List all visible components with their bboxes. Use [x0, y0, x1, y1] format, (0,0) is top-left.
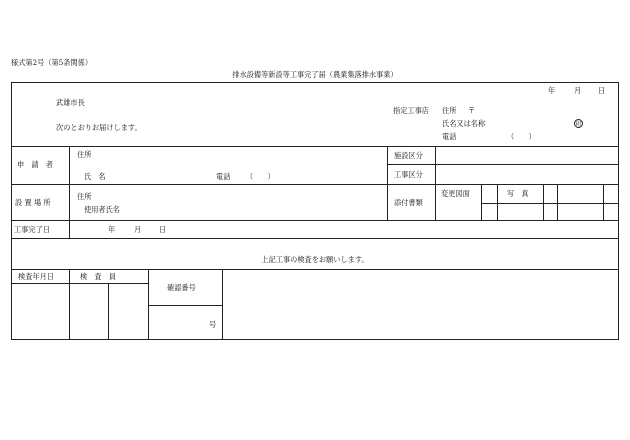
- inspection-date-label: 検査年月日: [18, 272, 54, 281]
- contractor-phone-paren: （ ）: [507, 132, 536, 141]
- row-divider: [11, 269, 619, 270]
- col-divider: [69, 184, 70, 220]
- confirmation-number-label: 確認番号: [167, 283, 196, 292]
- date-day: 日: [598, 86, 606, 95]
- location-address-label: 住所: [77, 192, 92, 201]
- col-divider: [387, 146, 388, 220]
- date-year: 年: [548, 86, 556, 95]
- inspector-label: 検 査 員: [80, 272, 116, 281]
- col-divider: [69, 269, 70, 340]
- col-divider: [557, 184, 558, 220]
- attachments-label: 添付書類: [394, 198, 423, 207]
- seal-mark: 印: [575, 121, 582, 128]
- date-month: 月: [574, 86, 582, 95]
- intro-text: 次のとおりお届けします。: [56, 123, 142, 132]
- completion-month: 月: [134, 225, 142, 234]
- col-divider: [69, 146, 70, 184]
- photo-label: 写 真: [507, 189, 529, 198]
- contractor-label: 指定工事店: [393, 106, 429, 115]
- contractor-phone-label: 電話: [442, 132, 457, 141]
- request-text: 上記工事の検査をお願いします。: [261, 255, 369, 264]
- row-divider: [11, 220, 619, 221]
- work-category-label: 工事区分: [394, 170, 423, 179]
- row-divider: [11, 283, 148, 284]
- applicant-label: 申 請 者: [17, 160, 53, 169]
- col-divider: [222, 269, 223, 340]
- col-divider: [69, 220, 70, 238]
- location-label: 設 置 場 所: [15, 198, 51, 207]
- applicant-address-label: 住所: [77, 150, 92, 159]
- completion-label: 工事完了日: [14, 225, 50, 234]
- row-divider: [481, 203, 619, 204]
- number-suffix: 号: [209, 320, 217, 329]
- row-divider: [11, 146, 619, 147]
- row-divider: [11, 184, 619, 185]
- addressee: 武雄市長: [56, 98, 85, 107]
- row-divider: [11, 238, 619, 239]
- contractor-address-label: 住所: [442, 106, 457, 115]
- col-divider: [435, 146, 436, 220]
- form-number: 様式第2号（第5条関係）: [11, 58, 93, 67]
- applicant-phone-paren: （ ）: [246, 172, 275, 181]
- row-divider: [387, 164, 619, 165]
- location-user-name-label: 使用者氏名: [84, 205, 120, 214]
- plan-change-label: 変更図面: [441, 189, 470, 198]
- col-divider: [497, 184, 498, 220]
- col-divider: [481, 184, 482, 220]
- applicant-phone-label: 電話: [216, 172, 231, 181]
- postal-mark: 〒: [468, 106, 476, 115]
- row-divider: [148, 305, 222, 306]
- facility-category-label: 施設区分: [394, 151, 423, 160]
- col-divider: [108, 283, 109, 340]
- col-divider: [543, 184, 544, 220]
- applicant-name-label: 氏 名: [84, 172, 106, 181]
- col-divider: [148, 269, 149, 340]
- form-title: 排水設備等新設等工事完了届（農業集落排水事業）: [232, 70, 398, 79]
- completion-year: 年: [108, 225, 116, 234]
- col-divider: [603, 184, 604, 220]
- completion-day: 日: [159, 225, 167, 234]
- contractor-name-label: 氏名又は名称: [442, 119, 486, 128]
